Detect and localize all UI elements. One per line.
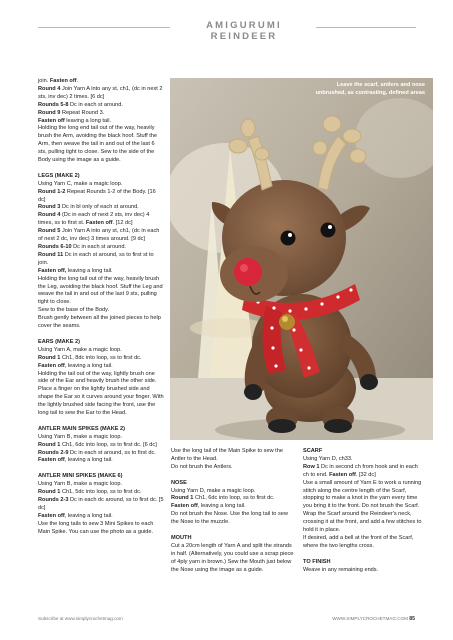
bold-text: Round 5 [38,228,62,235]
text-run: Holding the long end tail out of the way, heavily brush the Arm, avoiding the black hoof. Stuff the Arm, then weave the tail in and out of the last 6 sts, pulling tight to close. Sew to the side of the Body using the image as a guide. [38,125,157,164]
text-run: Repeat Rounds 1-2 of the Body. [16 dc] [38,188,156,203]
bold-text: Round 4 [38,85,62,92]
instruction-paragraph [303,567,423,575]
text-run: leaving a long tail. [66,267,113,274]
instruction-paragraph [38,489,164,497]
bold-text: MOUTH [171,534,192,541]
instruction-paragraph [171,503,295,511]
bold-text: Fasten off [38,362,65,369]
instruction-paragraph [38,189,164,205]
instruction-paragraph [38,426,164,434]
text-run: Weave in any remaining ends. [303,566,379,573]
text-run: Repeat Round 3. [61,109,105,116]
bold-text: Round 9 [38,109,62,116]
instruction-paragraph [38,268,164,276]
bold-text: Fasten off [38,512,65,519]
bold-text: Fasten off [49,78,77,84]
instruction-paragraph [38,386,164,418]
text-run: Dc in each st around, ss to first dc. [70,449,156,456]
bold-text: Round 3 [38,204,62,211]
instruction-paragraph [303,480,423,512]
instruction-paragraph [38,252,164,268]
bold-text: TO FINISH [303,558,331,565]
text-run: . [12 dc] [112,220,133,227]
instruction-paragraph [38,102,164,110]
text-run: Wrap the Scarf around the Reindeer's neck, crossing it at the front, and add a few stitches to hold it in place. [303,511,422,534]
instruction-paragraph [303,448,423,456]
instruction-paragraph [303,456,423,464]
instruction-paragraph [171,511,295,527]
bold-text: Fasten off [329,471,356,478]
paragraph-gap [38,465,164,473]
text-run: leaving a long tail. [66,117,112,124]
instruction-paragraph [38,442,164,450]
instruction-paragraph [171,448,295,464]
text-run: Sew to the base of the Body. [38,307,110,314]
text-run: (Dc in each of next 2 sts, inv dec) 4 times, ss to first st. [38,212,150,227]
text-run: , leaving a long tail. [64,362,113,369]
instruction-paragraph [171,543,295,575]
text-run: Dc in each st around, ss to first st to join. [38,251,154,266]
text-run: , leaving a long tail. [64,512,113,519]
bold-text: Round 4 [38,212,62,219]
photo-caption: Leave the scarf, antlers and nose unbrushed, as contrasting, defined areas [315,82,425,96]
reindeer-photo [170,78,433,440]
instruction-paragraph [171,480,295,488]
instruction-paragraph [38,339,164,347]
instruction-paragraph [38,244,164,252]
bold-text: Round 1 [38,354,62,361]
bold-text: Round 11 [38,251,65,258]
text-run: . [76,78,79,84]
instruction-paragraph [171,464,295,472]
text-column-2 [171,448,295,574]
instruction-paragraph [38,434,164,442]
bold-text: Fasten off [38,457,65,464]
text-run: Dc in each dc around, ss to first dc. [5 dc] [38,496,164,511]
text-run: Use the long tails to sew 3 Mini Spikes to each Main Spike. You can use the photo as a guide. [38,520,154,535]
text-run: Holding the long tail out of the way, heavily brush the Leg, avoiding the black hoof. Stuff the Leg and weave the tail in and out of the last 9 sts, pulling tight to close. [38,275,163,306]
bold-text: Round 1 [38,441,62,448]
text-run: Using Yarn C, make a magic loop. [38,180,123,187]
text-run: Using Yarn B, make a magic loop. [38,433,123,440]
instruction-paragraph [38,497,164,513]
text-run: , leaving a long tail. [197,503,246,510]
text-run: Join Yarn A into any st, ch1, (dc in next 2 sts, inv dec) 2 times. [6 dc] [38,85,163,100]
instruction-paragraph [38,473,164,481]
header-title: AMIGURUMI REINDEER [206,20,282,42]
header-rule-right [316,27,416,28]
bold-text: EARS (MAKE 2) [38,338,80,345]
bold-text: SCARF [303,448,323,454]
bold-text: Round 1-2 [38,188,67,195]
bold-text: Fasten off [38,117,67,124]
instruction-paragraph [38,363,164,371]
text-run: , leaving a long tail. [64,457,113,464]
paragraph-gap [38,331,164,339]
instruction-paragraph [38,315,164,331]
text-run: . [32 dc] [355,471,376,478]
text-run: Using Yarn A, make a magic loop. [38,346,122,353]
instruction-paragraph [38,173,164,181]
instruction-paragraph [38,181,164,189]
instruction-paragraph [38,481,164,489]
text-run: Dc in each st around. [70,101,123,108]
paragraph-gap [303,551,423,559]
instruction-paragraph [38,450,164,458]
text-run: Place a finger on the lightly brushed side and shape the Ear so it curves around your finger. With the lightly brushed side facing the front, use the long tail to sew the Ear to the Head. [38,386,164,417]
instruction-paragraph [38,204,164,212]
paragraph-gap [171,472,295,480]
instruction-paragraph [171,535,295,543]
text-run: Dc in each st around. [73,244,126,251]
instruction-paragraph [303,535,423,551]
bold-text: Round 1 [38,489,62,496]
text-run: Ch1, 8dc into loop, ss to first dc. [61,354,142,361]
page-number: 85 [409,616,415,622]
text-run: Use a small amount of Yarn E to work a running stitch along the centre length of the Scarf, stopping to make a knot in the yarn every time you bring it to the front. Do not brush the Scarf. [303,479,422,510]
text-column-1 [38,78,164,537]
instruction-paragraph [38,521,164,537]
instruction-paragraph [303,464,423,480]
text-run: Join Yarn A into any st, ch1, (dc in each of next 2 dc, inv dec) 3 times around. [9 dc] [38,228,160,243]
text-run: Using Yarn B, make a magic loop. [38,481,123,488]
reindeer-illustration [170,78,433,440]
footer-subscribe: Subscribe at www.simplycrochetmag.com [38,616,123,621]
instruction-paragraph [171,488,295,496]
instruction-paragraph [38,347,164,355]
bold-text: Row 1 [303,463,322,470]
footer-url: WWW.SIMPLYCROCHETMAG.COM [332,616,408,621]
text-run: Using Yarn D, make a magic loop. [171,487,256,494]
bold-text: Fasten off, [38,267,67,274]
text-run: Ch1, 6dc into loop, ss to first dc. [6 dc] [61,441,157,448]
instruction-paragraph [38,228,164,244]
bold-text: NOSE [171,479,187,486]
text-run: Do not brush the Antlers. [171,463,233,470]
instruction-paragraph [303,559,423,567]
text-run: join. [38,78,50,84]
paragraph-gap [38,165,164,173]
text-run: Using Yarn D, ch33. [303,455,353,462]
instruction-paragraph [38,110,164,118]
text-column-3 [303,448,423,574]
instruction-paragraph [38,78,164,86]
bold-text: Rounds 6-10 [38,244,74,251]
instruction-paragraph [171,495,295,503]
instruction-paragraph [38,125,164,165]
bold-text: Fasten off [85,220,113,227]
text-run: If desired, add a bell at the front of the Scarf, where the two lengths cross. [303,534,414,549]
bold-text: ANTLER MAIN SPIKES (MAKE 2) [38,425,126,432]
instruction-paragraph [38,86,164,102]
instruction-paragraph [38,457,164,465]
instruction-paragraph [38,513,164,521]
bold-text: ANTLER MINI SPIKES (MAKE 6) [38,473,123,480]
text-run: Use the long tail of the Main Spike to sew the Antler to the Head. [171,448,283,462]
bold-text: Fasten off [171,503,198,510]
paragraph-gap [38,418,164,426]
instruction-paragraph [303,511,423,535]
instruction-paragraph [38,212,164,228]
instruction-paragraph [38,355,164,363]
paragraph-gap [171,527,295,535]
text-run: Dc in second ch from hook and in each ch to end. [303,463,418,478]
text-run: Ch1, 5dc into loop, ss to first dc. [61,489,142,496]
bold-text: Rounds 2-3 [38,496,71,503]
instruction-paragraph [38,276,164,308]
page-header [0,18,453,42]
footer-right [332,616,415,622]
instruction-paragraph [38,307,164,315]
bold-text: Rounds 2-9 [38,449,71,456]
text-run: Holding the tail out of the way, lightly brush one side of the Ear and heavily brush the other side. [38,370,157,385]
text-run: Cut a 20cm length of Yarn A and split the strands in half. (Alternatively, you could use a scrap piece of 4ply yarn in brown.) Sew the Mouth just below the Nose using the image as a guide. [171,542,294,573]
text-run: Ch1, 6dc into loop, ss to first dc. [194,495,275,502]
text-run: Do not brush the Nose. Use the long tail to sew the Nose to the muzzle. [171,511,288,526]
bold-text: LEGS (MAKE 2) [38,172,80,179]
header-rule-left [38,27,170,28]
instruction-paragraph [38,371,164,387]
instruction-paragraph [38,118,164,126]
bold-text: Round 1 [171,495,195,502]
text-run: Dc in bl only of each st around. [61,204,139,211]
bold-text: Rounds 5-8 [38,101,71,108]
text-run: Brush gently between all the joined pieces to help cover the seams. [38,315,161,330]
